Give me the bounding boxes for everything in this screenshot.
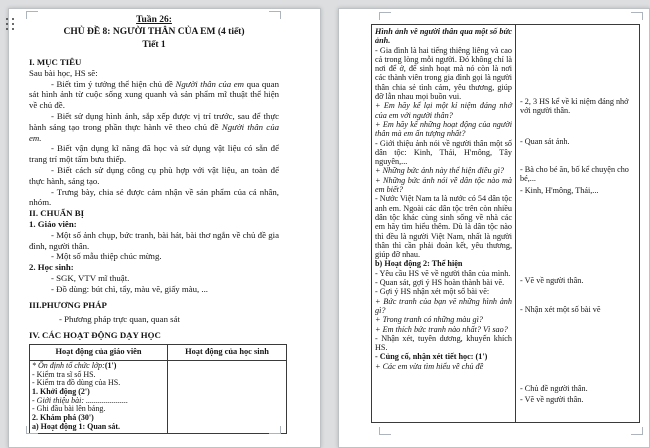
activity-heading: b) Hoạt động 2: Thể hiện [375, 259, 463, 269]
objective-item: - Trưng bày, chia sẻ được cảm nhận về sản phẩm của cá nhân, nhóm. [29, 186, 279, 208]
student-activities-cell[interactable] [168, 360, 287, 433]
objective-item: - Biết vận dụng kĩ năng đã học và sử dụng vật liệu có sẵn để trang trí một tấm bưu thiếp. [29, 143, 279, 165]
student-line: - Bà cho bé ăn, bố kể chuyện cho bé,... [520, 165, 629, 184]
section-heading-hoat-dong: IV. CÁC HOẠT ĐỘNG DẠY HỌC [29, 330, 161, 341]
col-header-student: Hoạt động của học sinh [168, 344, 287, 360]
section-heading-chuan-bi: II. CHUẨN BỊ [29, 208, 84, 219]
week-title: Tuần 26: [136, 15, 172, 25]
teacher-question: + Những bức ảnh nói về dân tộc nào mà em biết? [375, 175, 512, 195]
objective-item: - Biết cách sử dụng công cụ phù hợp với vật liệu, an toàn để thực hành, sáng tạo. [29, 164, 279, 186]
period-title: Tiết 1 [142, 40, 166, 50]
page-1-content [9, 9, 320, 434]
teacher-question: + Các em vừa tìm hiểu về chủ đề [375, 361, 484, 371]
teacher-line: - Giới thiệu ảnh nói về người thân một số dân tộc: Kinh, Thái, H'mông, Tây nguyên,... [375, 138, 512, 167]
activities-table-page2[interactable] [371, 24, 640, 423]
teacher-activities-cell[interactable] [372, 25, 516, 423]
table-line: - Giới thiệu bài: ..................... [32, 395, 129, 405]
student-line: - Vẽ về người thân. [520, 395, 584, 404]
text-boundary-corner [26, 426, 38, 434]
table-line: * Ổn định tổ chức lớp:(1') [32, 360, 117, 370]
objective-item: - Biết sử dụng hình ảnh, sắp xếp được vị trí trước, sau để thực hành sáng tạo trong phần thực hành vẽ theo chủ đề Người thân của em. [29, 110, 279, 143]
table-line: a) Hoạt động 1: Quan sát. [32, 421, 121, 431]
student-line: - Chủ đề người thân. [520, 384, 588, 393]
section-heading-muc-tieu: I. MỤC TIÊU [29, 57, 82, 67]
teacher-question: + Những bức ảnh này thể hiện điều gì? [375, 166, 505, 176]
section-heading-phuong-phap: III.PHƯƠNG PHÁP [29, 299, 107, 310]
text-boundary-corner [269, 11, 281, 19]
wrap-up-heading: - Củng cố, nhận xét tiết học: (1') [375, 352, 488, 362]
teacher-question: + Trong tranh có những màu gì? [375, 315, 483, 325]
table-line: 1. Khởi động (2') [32, 387, 90, 397]
teacher-activities-cell[interactable] [30, 360, 168, 433]
teacher-question: + Em hãy kể những hoạt động của người thân mà em ấn tượng nhất? [375, 119, 512, 139]
teacher-prep-item: - Một số mẫu thiệp chúc mừng. [51, 251, 162, 262]
teacher-line: - Quan sát, gợi ý HS hoàn thành bài vẽ. [375, 278, 505, 288]
text-boundary-corner [631, 427, 643, 435]
table-drag-handle-icon[interactable] [6, 18, 15, 42]
student-activities-cell[interactable] [516, 25, 640, 423]
teacher-prep-label: 1. Giáo viên: [29, 218, 77, 229]
teacher-question: + Bức tranh của bạn vẽ những hình ảnh gì? [375, 296, 512, 315]
teacher-line: - Gia đình là hai tiếng thiêng liêng và cao cả trong lòng mỗi người. Đó không chỉ là nơi để ở, để sinh hoạt mà nó còn là nơi các thành viên trong gia đình gọi là người thân chia sẻ tình cảm, yêu thương, giúp đỡ lẫn nhau mọi buồn vui. [375, 45, 513, 102]
student-prep-label: 2. Học sinh: [29, 262, 74, 273]
student-line: - 2, 3 HS kể về kỉ niệm đáng nhớ với người thân. [520, 97, 629, 116]
col-header-teacher: Hoạt động của giáo viên [30, 344, 168, 360]
text-boundary-corner [26, 11, 38, 19]
teacher-line: - Nước Việt Nam ta là nước có 54 dân tộc anh em. Ngoài các dân tộc trên còn nhiều dân tộc khác cùng sinh sống về nhà các em hãy tìm hiểu thêm. Dù là dân tộc nào thì đều là người Việt Nam, nhất là người thân thì cần phải đoàn kết, yêu thương, giúp đỡ nhau. [375, 194, 512, 260]
student-line: - Kinh, H'mông, Thái,... [520, 186, 599, 195]
student-prep-item: - Đồ dùng: bút chì, tẩy, màu vẽ, giấy màu, ... [51, 283, 209, 294]
student-line: - Quan sát ảnh. [520, 137, 570, 146]
table-line: - Kiểm tra sĩ số HS. [32, 369, 96, 379]
table-line: - Ghi đầu bài lên bảng. [32, 404, 106, 414]
page-1[interactable] [8, 8, 321, 448]
objective-item: - Biết tìm ý tưởng thể hiện chủ đề Người thân của em qua quan sát hình ảnh từ cuộc sống xung quanh và sản phẩm mĩ thuật thể hiện về chủ đề. [29, 78, 279, 111]
student-line: - Vẽ về người thân. [520, 276, 584, 285]
method-item: - Phương pháp trực quan, quan sát [59, 314, 180, 325]
teacher-line: - Gợi ý HS nhận xét một số bài vẽ: [375, 287, 490, 297]
activity-subtitle: Hình ảnh về người thân qua một số bức ảnh. [375, 27, 512, 46]
student-prep-item: - SGK, VTV mĩ thuật. [51, 272, 130, 283]
table-line: - Kiểm tra đồ dùng của HS. [32, 378, 121, 388]
teacher-question: + Em hãy kể lại một kỉ niệm đáng nhớ của em với người thân? [375, 101, 512, 120]
table-line: 2. Khám phá (30') [32, 413, 94, 423]
muc-tieu-intro: Sau bài học, HS sẽ: [29, 67, 98, 78]
activities-table-page1[interactable] [29, 344, 287, 434]
student-line: - Nhận xét một số bài vẽ [520, 305, 601, 314]
teacher-question: + Em thích bức tranh nào nhất? Vì sao? [375, 324, 508, 334]
text-boundary-corner [631, 12, 643, 20]
lesson-title: CHỦ ĐỀ 8: NGƯỜI THÂN CỦA EM (4 tiết) [63, 27, 245, 37]
teacher-line: - Yêu cầu HS vẽ về người thân của mình. [375, 268, 511, 278]
teacher-line: - Nhận xét, tuyên dương, khuyến khích HS. [375, 333, 512, 353]
page-2[interactable] [338, 8, 650, 448]
teacher-prep-item: - Một số ảnh chụp, bức tranh, bài hát, bài thơ ngắn về chủ đề gia đình, người thân. [29, 229, 279, 251]
text-boundary-corner [379, 427, 391, 435]
text-boundary-corner [269, 426, 281, 434]
text-boundary-corner [379, 12, 391, 20]
